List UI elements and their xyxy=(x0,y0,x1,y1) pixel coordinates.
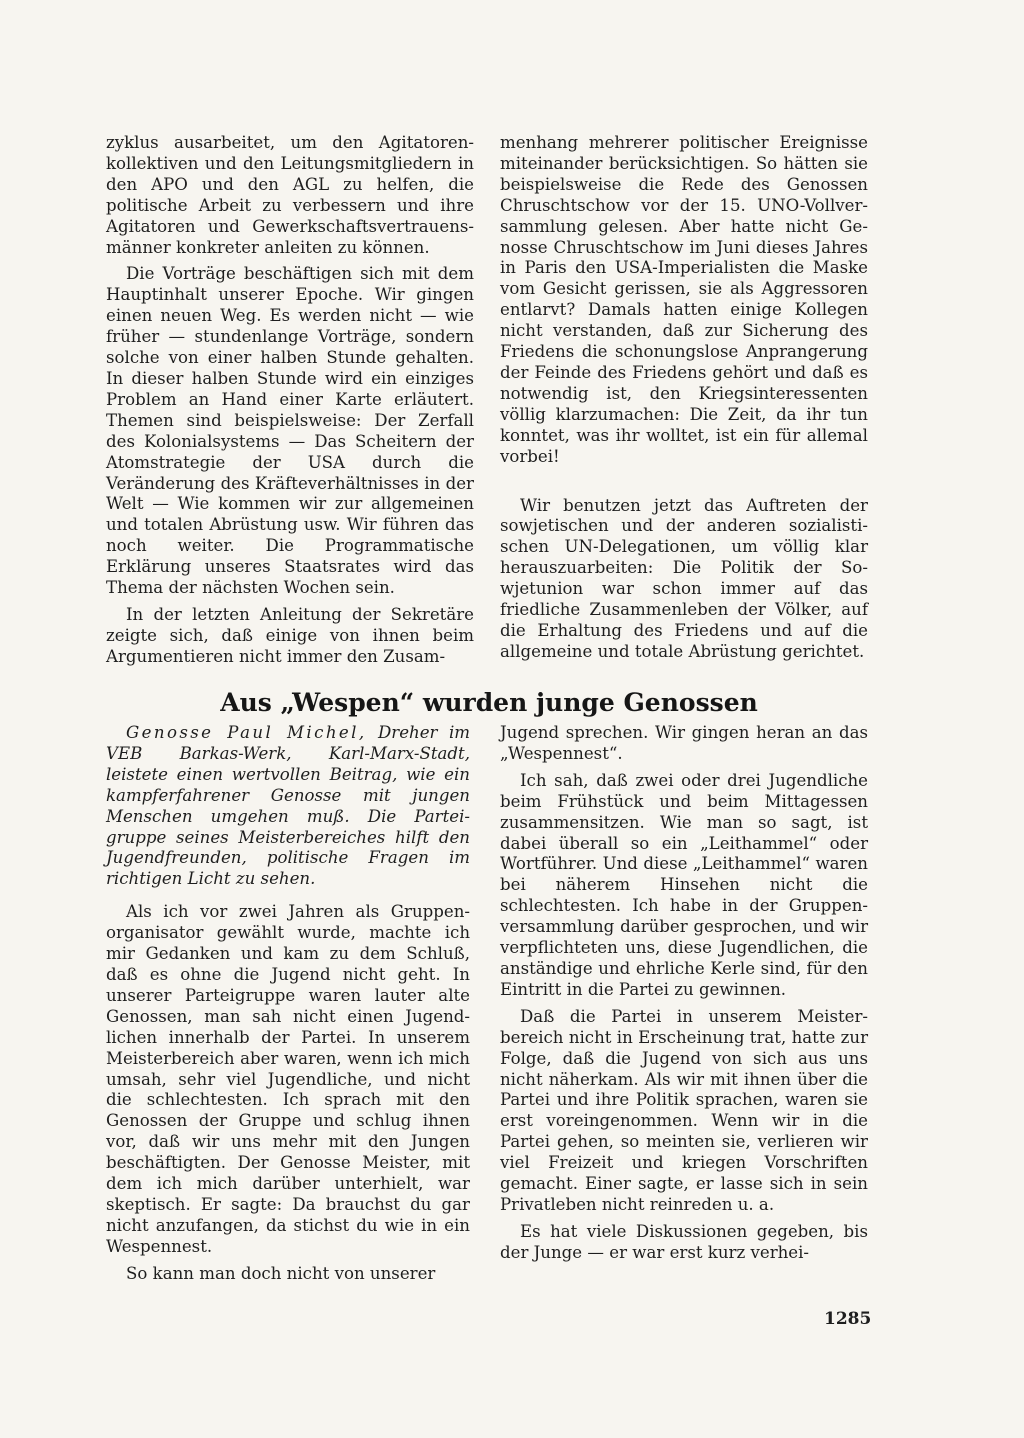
paragraph: Ich sah, daß zwei oder drei Jugendliche beim Frühstück und beim Mittagessen zusammensitzen. Wie man so sagt, ist dabei überall so ein „Leithammel“ oder Wortführer. Und diese „Leithammel“ waren bei näherem Hinsehen nicht die schlechtesten. Ich habe in der Gruppenversammlung darüber gesprochen, und wir verpflichteten uns, diese Jugendlichen, die anständige und ehrliche Kerle sind, für den Eintritt in die Partei zu gewinnen. xyxy=(500,770,868,999)
paragraph: Als ich vor zwei Jahren als Gruppenorganisator gewählt wurde, machte ich mir Gedanken und kam zu dem Schluß, daß es ohne die Jugend nicht geht. In unserer Parteigruppe waren lauter alte Genossen, man sah nicht einen Jugendlichen innerhalb der Partei. In unserem Meisterbereich aber waren, wenn ich mich umsah, sehr viel Jugendliche, und nicht die schlechtesten. Ich sprach mit den Genossen der Gruppe und schlug ihnen vor, daß wir uns mehr mit den Jungen beschäftigten. Der Genosse Meister, mit dem ich mich darüber unterhielt, war skeptisch. Er sagte: Da brauchst du gar nicht anzufangen, da stichst du wie in ein Wespennest. xyxy=(106,902,470,1256)
lead-paragraph xyxy=(106,723,470,890)
column-left-top xyxy=(106,133,474,668)
paragraph: Jugend sprechen. Wir gingen heran an das „Wespennest“. xyxy=(500,723,868,763)
paragraph: Daß die Partei in unserem Meisterbereich nicht in Erscheinung trat, hatte zur Folge, daß die Jugend von sich aus uns nicht näherkam. Als wir mit ihnen über die Partei und ihre Politik sprachen, waren sie erst voreingenommen. Wenn wir in die Partei gehen, so meinten sie, verlieren wir viel Freizeit und kriegen Vorschriften gemacht. Einer sagte, er lasse sich in sein Privatleben nicht reinreden u. a. xyxy=(500,1006,868,1214)
column-left-bottom xyxy=(106,723,470,1285)
paragraph: Wir benutzen jetzt das Auftreten der sowjetischen und der anderen sozialistischen UN-Delegationen, um völlig klar herauszuarbeiten: Die Politik der Sowjetunion war schon immer auf das friedliche Zusammenleben der Völker, auf die Erhaltung des Friedens und auf die allgemeine und totale Abrüstung gerichtet. xyxy=(500,495,868,661)
paragraph: zyklus ausarbeitet, um den Agitatorenkollektiven und den Leitungsmitgliedern in den APO und den AGL zu helfen, die politische Arbeit zu verbessern und ihre Agitatoren und Gewerkschaftsvertrauensmänner konkreter anleiten zu können. xyxy=(106,133,474,257)
paragraph: So kann man doch nicht von unserer xyxy=(126,1263,436,1283)
paragraph: menhang mehrerer politischer Ereignisse miteinander berücksichtigen. So hätten sie beispielsweise die Rede des Genossen Chruschtschow vor der 15. UNO-Vollversammlung gelesen. Aber hatte nicht Genosse Chruschtschow im Juni dieses Jahres in Paris den USA-Imperialisten die Maske vom Gesicht gerissen, sie als Aggressoren entlarvt? Damals hatten einige Kollegen nicht verstanden, daß zur Sicherung des Friedens die schonungslose Anprangerung der Feinde des Friedens gehört und daß es notwendig ist, den Kriegsinteressenten völlig klarzumachen: Die Zeit, da ihr tun konntet, was ihr wolltet, ist ein für allemal vorbei! xyxy=(500,133,868,466)
column-right-top xyxy=(500,133,868,663)
article-headline: Aus „Wespen“ wurden junge Genossen xyxy=(220,688,758,717)
paragraph: In der letzten Anleitung der Sekretäre zeigte sich, daß einige von ihnen beim Argumentieren nicht immer den Zusam- xyxy=(106,604,474,666)
paragraph: Es hat viele Diskussionen gegeben, bis der Junge — er war erst kurz verhei- xyxy=(500,1221,868,1262)
lead-name: Genosse Paul Michel, xyxy=(126,723,367,742)
paragraph: Die Vorträge beschäftigen sich mit dem Hauptinhalt unserer Epoche. Wir gingen einen neuen Weg. Es werden nicht — wie früher — stundenlange Vorträge, sondern solche von einer halben Stunde gehalten. In dieser halben Stunde wird ein einziges Problem an Hand einer Karte erläutert. Themen sind beispielsweise: Der Zerfall des Kolonialsystems — Das Scheitern der Atomstrategie der USA durch die Veränderung des Kräfteverhältnisses in der Welt — Wie kommen wir zur allgemeinen und totalen Abrüstung usw. Wir führen das noch weiter. Die Programmatische Erklärung unseres Staatsrates wird das Thema der nächsten Wochen sein. xyxy=(106,264,474,598)
lead-text: Dreher im VEB Barkas-Werk, Karl-Marx-Stadt, leistete einen wertvollen Beitrag, wie ein kampferfahrener Genosse mit jungen Menschen umgehen muß. Die Parteigruppe seines Meisterbereiches hilft den Jugendfreunden, politische Fragen im richtigen Licht zu sehen. xyxy=(106,723,470,889)
page-number: 1285 xyxy=(824,1309,872,1329)
column-right-bottom xyxy=(500,723,868,1264)
